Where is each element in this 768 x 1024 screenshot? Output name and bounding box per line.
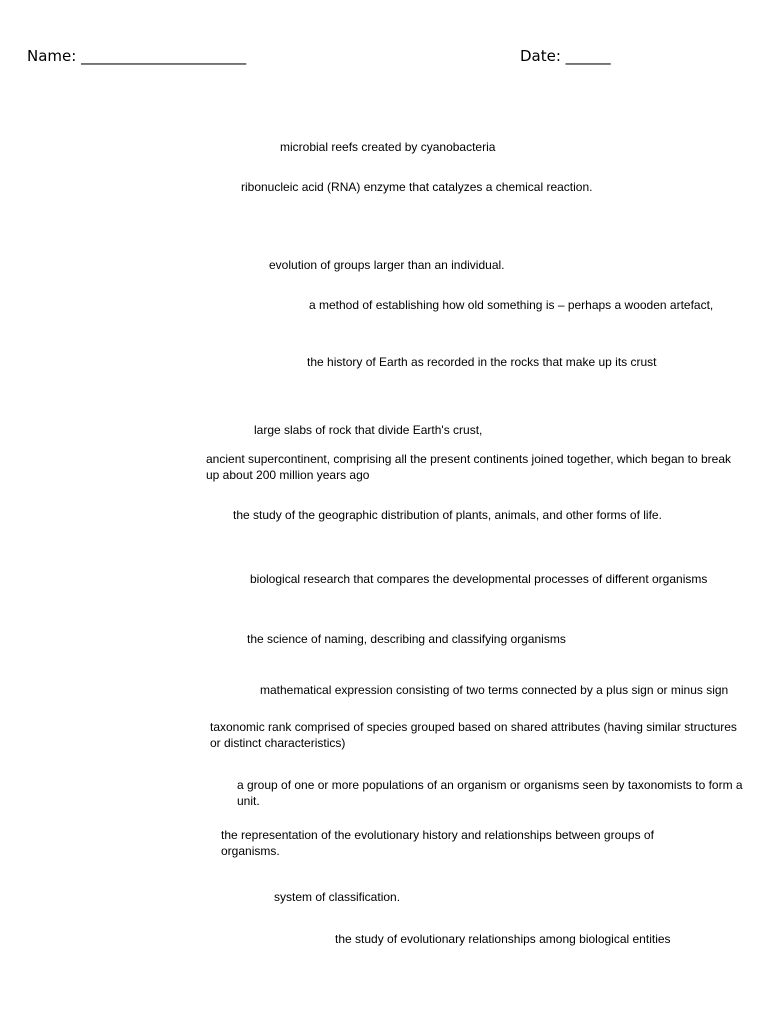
clue-1: microbial reefs created by cyanobacteria (280, 140, 496, 154)
clue-9: biological research that compares the developmental processes of different organisms (250, 572, 708, 586)
clue-5: the history of Earth as recorded in the rocks that make up its crust (307, 355, 657, 369)
clue-2: ribonucleic acid (RNA) enzyme that catalyzes a chemical reaction. (241, 180, 593, 194)
clue-15: system of classification. (274, 890, 401, 904)
clue-6: large slabs of rock that divide Earth's crust, (254, 423, 483, 437)
clue-11: mathematical expression consisting of two terms connected by a plus sign or minus sign (260, 683, 729, 697)
clue-12: taxonomic rank comprised of species grouped based on shared attributes (having similar structures or distinct characteristics) (210, 720, 737, 750)
clue-16: the study of evolutionary relationships among biological entities (335, 932, 671, 946)
clue-14: the representation of the evolutionary history and relationships between groups of organisms. (221, 828, 654, 858)
clue-10: the science of naming, describing and classifying organisms (247, 632, 566, 646)
clue-7: ancient supercontinent, comprising all the present continents joined together, which began to break up about 200 million years ago (206, 452, 731, 482)
clue-3: evolution of groups larger than an individual. (269, 258, 505, 272)
date-field[interactable]: Date: ______ (520, 47, 611, 65)
clue-8: the study of the geographic distribution of plants, animals, and other forms of life. (233, 508, 662, 522)
clue-13: a group of one or more populations of an organism or organisms seen by taxonomists to form a unit. (237, 778, 743, 808)
clue-4: a method of establishing how old something is – perhaps a wooden artefact, (309, 298, 714, 312)
name-field[interactable]: Name: ______________________ (27, 47, 247, 65)
